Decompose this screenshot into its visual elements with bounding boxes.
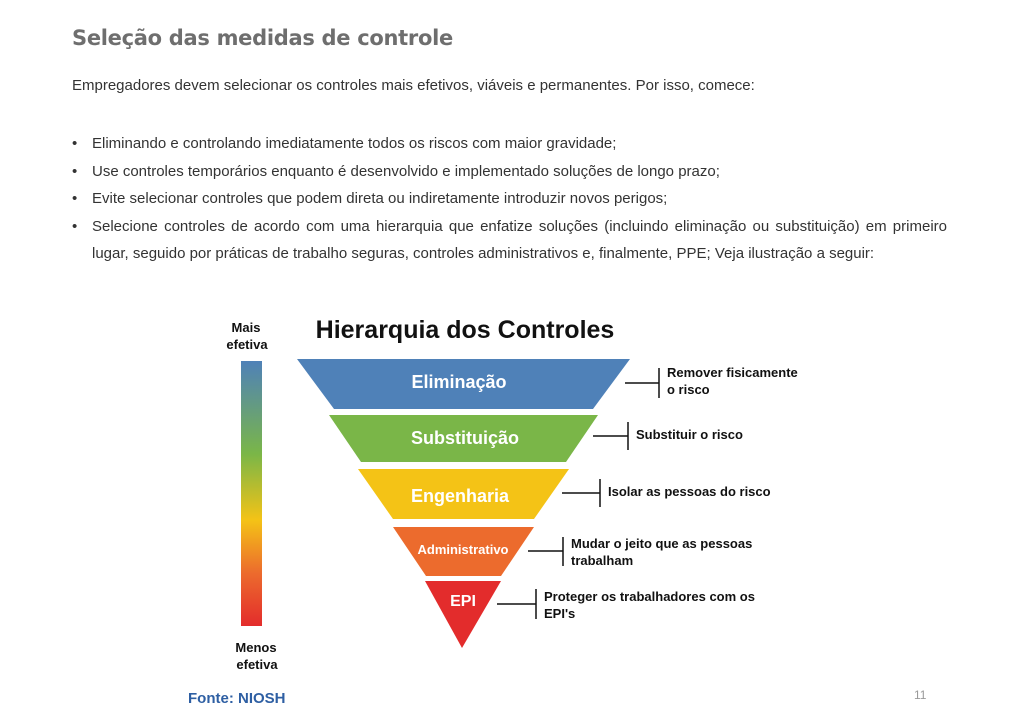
level-engenharia-label: Engenharia	[410, 486, 510, 506]
bullet-text: Evite selecionar controles que podem direta ou indiretamente introduzir novos perigos;	[92, 190, 668, 207]
desc-eliminacao-line-2: o risco	[667, 382, 710, 397]
scale-top-label-1: Mais	[231, 320, 261, 335]
connector-administrativo	[528, 537, 563, 566]
diagram-title: Hierarquia dos Controles	[315, 316, 615, 344]
level-eliminacao-label: Eliminação	[411, 372, 507, 392]
scale-bottom-label-1: Menos	[235, 640, 277, 655]
page-title: Seleção das medidas de controle	[72, 26, 453, 50]
bullet-marker: •	[72, 190, 78, 207]
connector-engenharia	[562, 479, 600, 507]
page-number: 11	[914, 688, 927, 702]
bullet-text: Selecione controles de acordo com uma hierarquia que enfatize soluções (incluindo eliminação ou substituição) em primeiro lugar, seguido por práticas de trabalho seguras, controles administrativos e, finalmente, PPE; Veja ilustração a seguir:	[92, 217, 947, 262]
connector-substituicao	[593, 422, 628, 450]
bullet-text: Use controles temporários enquanto é desenvolvido e implementado soluções de longo prazo;	[92, 162, 720, 180]
connector-epi	[497, 589, 536, 619]
bullet-marker: •	[72, 162, 78, 180]
desc-epi-line-2: EPI's	[544, 606, 576, 621]
source-credit: Fonte: NIOSH	[188, 690, 286, 707]
bullet-marker: •	[72, 217, 78, 235]
desc-administrativo-line-1: Mudar o jeito que as pessoas	[571, 536, 753, 551]
bullet-marker: •	[72, 135, 78, 152]
desc-eliminacao-line-1: Remover fisicamente	[667, 365, 798, 380]
level-substituicao-label: Substituição	[410, 428, 520, 448]
bullet-text: Eliminando e controlando imediatamente todos os riscos com maior gravidade;	[92, 135, 617, 152]
desc-epi-line-1: Proteger os trabalhadores com os	[544, 589, 755, 604]
intro-paragraph: Empregadores devem selecionar os controles mais efetivos, viáveis e permanentes. Por isso, comece:	[72, 77, 755, 94]
scale-bottom-label-2: efetiva	[236, 657, 278, 672]
level-epi-label: EPI	[450, 593, 476, 610]
level-epi-band	[425, 581, 501, 648]
desc-administrativo-line-2: trabalham	[571, 553, 634, 568]
desc-engenharia: Isolar as pessoas do risco	[608, 484, 771, 499]
level-administrativo-label: Administrativo	[417, 542, 509, 557]
connector-eliminacao	[625, 368, 659, 398]
desc-substituicao: Substituir o risco	[636, 427, 743, 442]
effectiveness-scale-bar	[241, 361, 262, 626]
scale-top-label-2: efetiva	[226, 337, 268, 352]
